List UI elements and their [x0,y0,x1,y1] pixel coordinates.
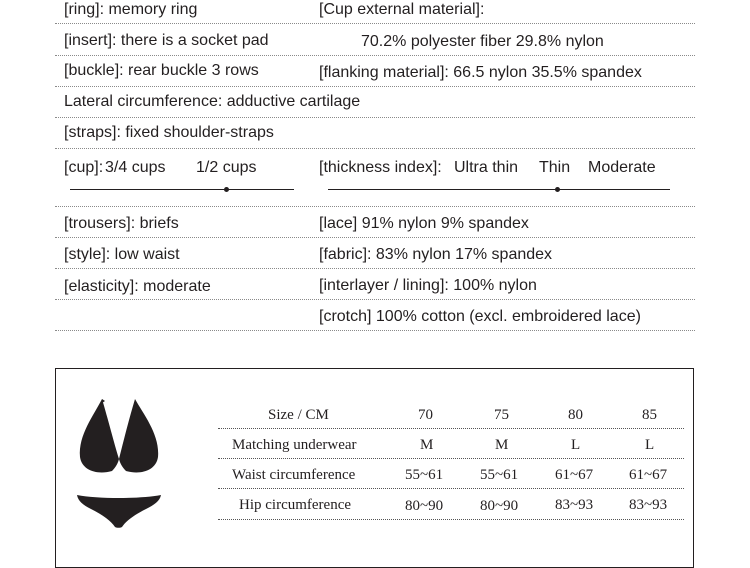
table-divider [218,458,684,459]
table-cell: 61~67 [555,467,594,483]
table-cell: 83~93 [555,497,594,513]
table-cell: L [571,437,581,453]
size-header-80: 80 [568,407,583,423]
size-header-label: Size / CM [268,407,329,423]
table-cell: 55~61 [480,467,519,483]
table-divider [218,519,684,520]
row-waist-label: Waist circumference [232,467,356,483]
spec-crotch: [crotch] 100% cotton (excl. embroidered lace) [319,308,641,325]
divider [55,206,695,207]
size-header-85: 85 [642,407,657,423]
bikini-silhouette-icon [68,395,168,535]
divider [55,86,695,87]
spec-style: [style]: low waist [64,246,180,263]
spec-straps: [straps]: fixed shoulder-straps [64,124,274,141]
spec-flanking: [flanking material]: 66.5 nylon 35.5% spandex [319,64,642,81]
divider [55,117,695,118]
thickness-scale-track [328,189,670,190]
table-cell: 80~90 [480,498,519,514]
spec-interlayer: [interlayer / lining]: 100% nylon [319,277,537,294]
table-cell: 55~61 [405,467,444,483]
size-header-70: 70 [418,407,433,423]
cup-option-3-4: 3/4 cups [105,159,166,176]
divider [55,299,695,300]
divider [55,23,695,24]
spec-trousers: [trousers]: briefs [64,215,179,232]
divider [55,55,695,56]
spec-fabric: [fabric]: 83% nylon 17% spandex [319,246,553,263]
table-cell: 61~67 [629,467,668,483]
size-header-75: 75 [494,407,509,423]
table-cell: M [495,437,509,453]
divider [55,268,695,269]
cup-scale-track [70,189,294,190]
table-divider [218,428,684,429]
row-matching-underwear-label: Matching underwear [232,437,357,453]
thickness-scale-marker [555,187,560,192]
thickness-option-moderate: Moderate [588,159,656,176]
row-hip-label: Hip circumference [239,497,352,513]
spec-lace: [lace] 91% nylon 9% spandex [319,215,529,232]
table-cell: 83~93 [629,497,668,513]
spec-elasticity: [elasticity]: moderate [64,278,211,295]
cup-option-1-2: 1/2 cups [196,159,257,176]
spec-cup-material-label: [Cup external material]: [319,1,485,18]
cup-scale-marker [224,187,229,192]
spec-cup-material-value: 70.2% polyester fiber 29.8% nylon [361,33,604,50]
spec-thickness-label: [thickness index]: [319,159,442,176]
table-divider [218,488,684,489]
table-cell: L [645,437,655,453]
spec-buckle: [buckle]: rear buckle 3 rows [64,62,259,79]
divider [55,148,695,149]
thickness-option-thin: Thin [539,159,571,176]
spec-lateral: Lateral circumference: adductive cartilage [64,93,361,110]
spec-cup-label: [cup]: [64,159,104,176]
table-cell: M [420,437,434,453]
divider [55,330,695,331]
spec-insert: [insert]: there is a socket pad [64,32,269,49]
table-cell: 80~90 [405,498,444,514]
thickness-option-ultra-thin: Ultra thin [454,159,519,176]
divider [55,237,695,238]
spec-ring: [ring]: memory ring [64,1,198,18]
